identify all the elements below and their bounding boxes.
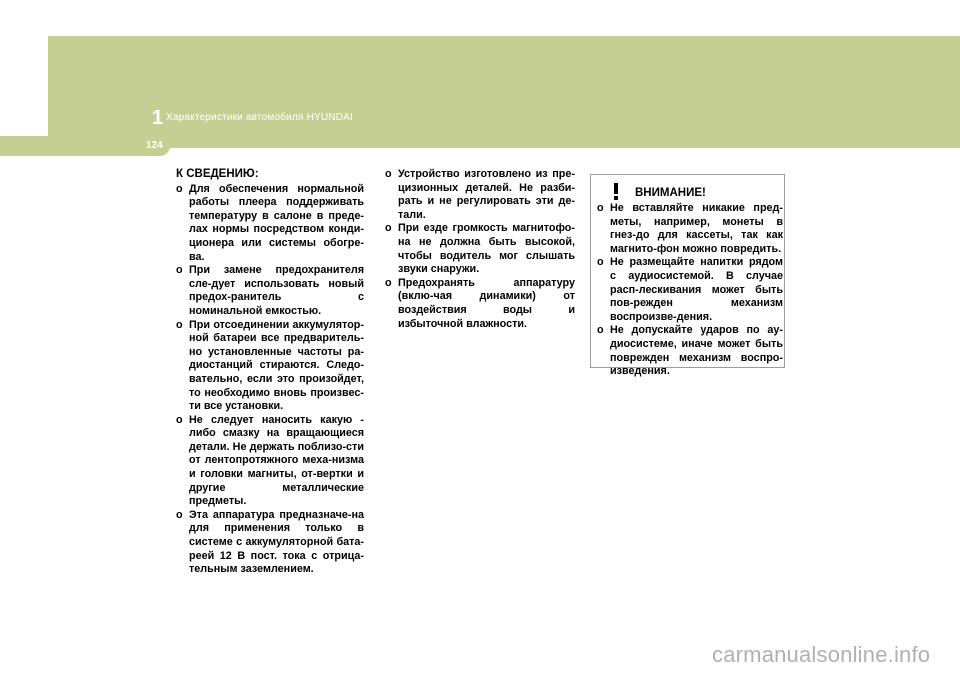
list-item-text: Для обеспечения нормальной работы плеера поддерживать температуру в салоне в преде-лах нормы посредством конди-ционера или системы обогре-ва. [189, 182, 364, 263]
bullet-marker: o [176, 264, 183, 277]
list-item-text: Не вставляйте никакие пред-меты, например, монеты в гнез-до для кассеты, так как магнито-фон можно повредить. [610, 202, 783, 255]
list-item [385, 168, 575, 222]
chapter-title: Характеристики автомобиля HYUNDAI [166, 112, 353, 123]
bullet-marker: o [597, 202, 604, 214]
list-item [385, 277, 575, 331]
chapter-number: 1 [152, 107, 164, 129]
list-item [597, 202, 783, 256]
list-item [597, 256, 783, 324]
bullet-marker: o [597, 324, 604, 337]
list-item-text: Не следует наносить какую - либо смазку на вращающиеся детали. Не держать поблизо-сти от лентопротяжного меха-низма и головки магниты, от-вертки и другие металлические предметы. [189, 413, 364, 508]
list-item [385, 222, 575, 276]
warning-list [597, 202, 783, 379]
page-number: 124 [146, 140, 163, 151]
warning-box [590, 174, 785, 378]
warning-triangle-icon [603, 179, 629, 203]
notice-list [176, 183, 364, 577]
bullet-marker: o [176, 318, 183, 331]
list-item [176, 264, 364, 318]
bullet-marker: o [385, 222, 392, 235]
bullet-marker: o [176, 182, 183, 195]
bullet-marker: o [597, 256, 604, 269]
list-item-text: Предохранять аппаратуру (вклю-чая динамики) от воздействия воды и избыточной влажности. [398, 276, 575, 330]
list-item [176, 509, 364, 577]
notice-column [176, 168, 364, 577]
list-item-text: Не допускайте ударов по ау-диосистеме, иначе может быть поврежден механизм воспро-изведения. [610, 324, 783, 378]
list-item-text: При езде громкость магнитофо-на не должна быть высокой, чтобы водитель мог слышать звуки снаружи. [398, 222, 575, 276]
warning-title: ВНИМАНИЕ! [635, 187, 706, 199]
site-watermark: carmanualsonline.info [712, 642, 931, 667]
page-number-tab [0, 136, 170, 156]
notice-heading: К СВЕДЕНИЮ: [176, 168, 259, 180]
header-band [48, 36, 960, 148]
list-item [597, 324, 783, 378]
bullet-marker: o [176, 508, 183, 521]
list-item-text: При отсоединении аккумулятор-ной батареи все предваритель-но установленные частоты ра-диостанций стираются. Следо-вательно, если это произойдет, то необходимо вновь произвес-ти все установки. [189, 318, 364, 413]
bullet-marker: o [385, 168, 392, 180]
list-item [176, 183, 364, 265]
bullet-marker: o [385, 276, 392, 289]
list-item [176, 414, 364, 509]
bullet-marker: o [176, 413, 183, 426]
notice-continued-column [385, 168, 575, 331]
list-item-text: Не размещайте напитки рядом с аудиосистемой. В случае расп-лескивания может быть пов-режден механизм воспроизве-дения. [610, 256, 783, 323]
list-item-text: При замене предохранителя сле-дует использовать новый предох-ранитель с номинальной емкостью. [189, 264, 364, 317]
notice-continued-list [385, 168, 575, 331]
list-item [176, 319, 364, 414]
list-item-text: Устройство изготовлено из пре-цизионных деталей. Не разби-рать и не регулировать эти де-тали. [398, 168, 575, 221]
list-item-text: Эта аппаратура предназначе-на для применения только в системе с аккумуляторной бата-реей 12 В пост. тока с отрица-тельным заземлением. [189, 508, 364, 576]
